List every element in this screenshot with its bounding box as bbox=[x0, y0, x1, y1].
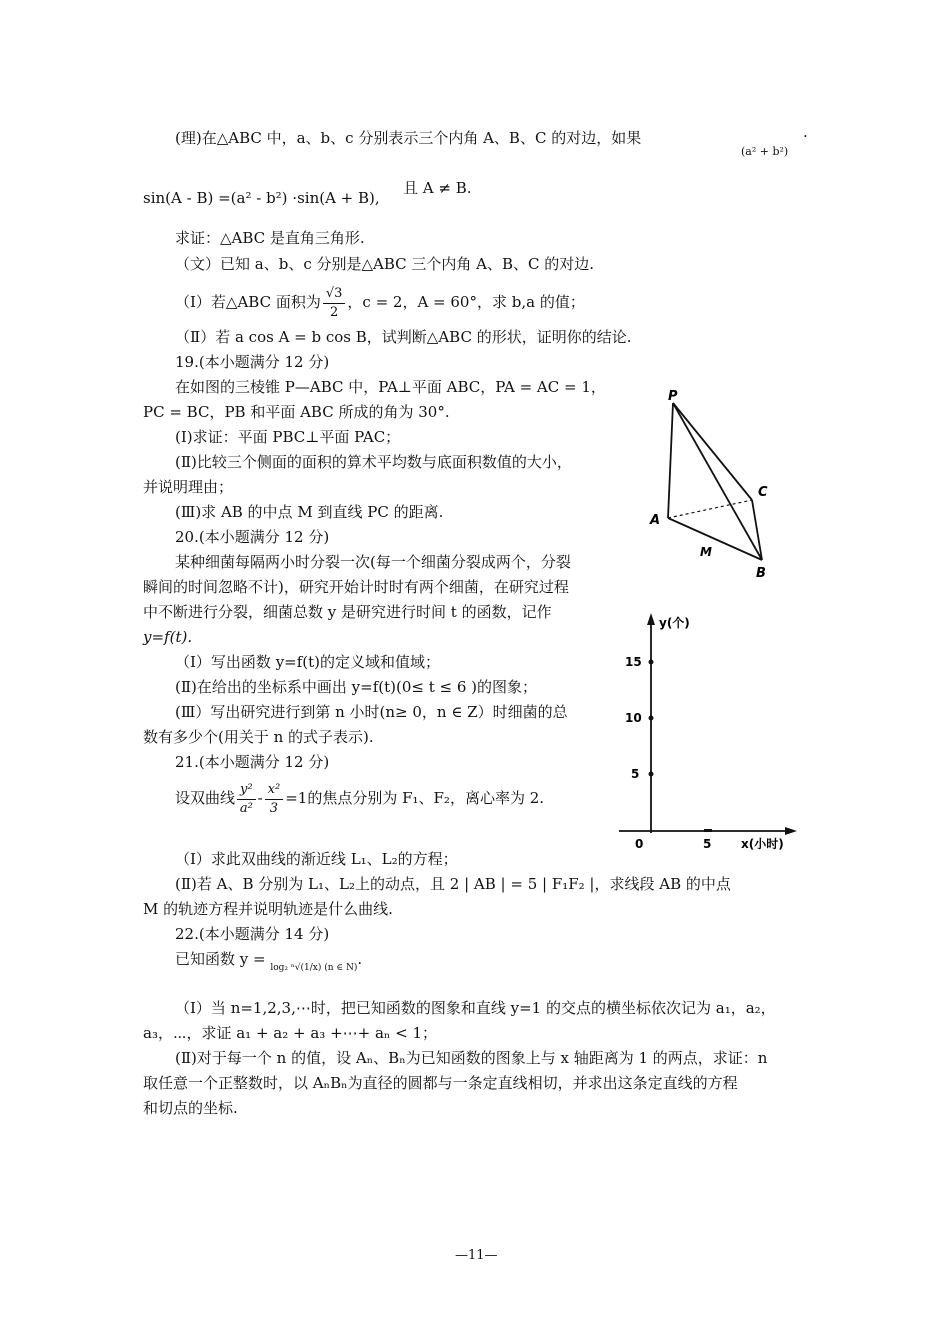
edge-ac-hidden bbox=[668, 500, 752, 518]
label-b: B bbox=[756, 566, 766, 581]
q20-text4: y=f(t). bbox=[143, 628, 193, 646]
q22-part2c: 和切点的坐标. bbox=[143, 1099, 238, 1117]
q18-li-prove: 求证：△ABC 是直角三角形. bbox=[175, 229, 365, 247]
q19-text1: 在如图的三棱锥 P—ABC 中，PA⊥平面 ABC，PA = AC = 1， bbox=[175, 378, 606, 396]
q20-part1: （Ⅰ）写出函数 y=f(t)的定义域和值域； bbox=[175, 653, 441, 671]
q22-function-line: 已知函数 y = $_{log_2 ^n√(1/x) (n \in N)}$. bbox=[175, 950, 363, 973]
x-axis-label: x(小时) bbox=[741, 837, 784, 851]
q21-frac1-den: a² bbox=[239, 800, 253, 816]
label-a: A bbox=[650, 513, 661, 528]
y-tick-10 bbox=[649, 716, 654, 721]
y-tick-label-15: 15 bbox=[625, 655, 642, 669]
q21-minus: - bbox=[257, 789, 263, 807]
q19-text2: PC = BC，PB 和平面 ABC 所成的角为 30°. bbox=[143, 403, 450, 421]
q22-func: log₂ ⁿ√(1/x) (n ∈ N) bbox=[270, 963, 358, 973]
q21-frac2 bbox=[265, 781, 284, 818]
y-tick-label-5: 5 bbox=[631, 767, 640, 781]
q18-li-frac-denominator: (a² + b²) bbox=[741, 145, 789, 158]
q20-part3b: 数有多少个(用关于 n 的式子表示). bbox=[143, 728, 374, 746]
q21-equation-line bbox=[175, 776, 544, 820]
q22-part1b: a₃，⋯，求证 a₁ + a₂ + a₃ +⋯+ aₙ < 1； bbox=[143, 1024, 438, 1042]
q21-part2b: M 的轨迹方程并说明轨迹是什么曲线. bbox=[143, 900, 393, 918]
page-number: —11— bbox=[455, 1248, 498, 1263]
y-tick-15 bbox=[649, 660, 654, 665]
q22-part2b: 取任意一个正整数时，以 AₙBₙ为直径的圆都与一条定直线相切，并求出这条定直线的方程 bbox=[143, 1074, 738, 1092]
q20-part3a: (Ⅲ）写出研究进行到第 n 小时(n≥ 0，n ∈ Z）时细菌的总 bbox=[175, 703, 568, 721]
y-tick-label-10: 10 bbox=[625, 711, 642, 725]
q20-part2: (Ⅱ)在给出的坐标系中画出 y=f(t)(0≤ t ≤ 6 )的图象； bbox=[175, 678, 538, 696]
q18-li-line1: (理)在△ABC 中，a、b、c 分别表示三个内角 A、B、C 的对边，如果 bbox=[175, 129, 642, 147]
x-tick-5 bbox=[704, 829, 712, 832]
y-axis-arrow bbox=[647, 613, 655, 625]
q22-pre: 已知函数 y = bbox=[175, 950, 266, 968]
q20-text2: 瞬间的时间忽略不计)，研究开始计时时有两个细菌，在研究过程 bbox=[143, 578, 569, 596]
q21-pre: 设双曲线 bbox=[175, 789, 236, 807]
q19-header: 19.(本小题满分 12 分) bbox=[175, 353, 330, 371]
q18-wen-intro: （文）已知 a、b、c 分别是△ABC 三个内角 A、B、C 的对边. bbox=[175, 255, 595, 273]
q18-wen-part1-pre: （Ⅰ）若△ABC 面积为 bbox=[175, 293, 321, 311]
q18-frac-dot: · bbox=[803, 127, 808, 145]
edge-pa bbox=[668, 403, 673, 518]
x-tick-label-0: 0 bbox=[635, 837, 644, 851]
q18-wen-part1 bbox=[175, 280, 585, 324]
q21-post: 的焦点分别为 F₁、F₂，离心率为 2. bbox=[307, 789, 545, 807]
q19-part3: (Ⅲ)求 AB 的中点 M 到直线 PC 的距离. bbox=[175, 503, 444, 521]
label-m: M bbox=[700, 545, 712, 559]
q18-frac-denominator: 2 bbox=[329, 304, 339, 320]
q21-part2a: (Ⅱ)若 A、B 分别为 L₁、L₂上的动点，且 2 | AB | = 5 | F₁F₂ |，求线段 AB 的中点 bbox=[175, 875, 731, 893]
q21-frac2-num: x² bbox=[265, 781, 284, 800]
q20-text3: 中不断进行分裂，细菌总数 y 是研究进行时间 t 的函数，记作 bbox=[143, 603, 552, 621]
q18-wen-part1-fraction bbox=[323, 285, 346, 322]
q21-header: 21.(本小题满分 12 分) bbox=[175, 753, 330, 771]
edge-pc bbox=[673, 403, 752, 500]
y-axis-label: y(个) bbox=[659, 616, 690, 630]
q18-li-formula: sin(A - B) =(a² - b²) ·sin(A + B), bbox=[143, 189, 380, 207]
edge-pb bbox=[673, 403, 762, 560]
q21-frac2-den: 3 bbox=[269, 800, 279, 816]
q21-frac1 bbox=[237, 781, 256, 818]
q21-part1: （Ⅰ）求此双曲线的渐近线 L₁、L₂的方程； bbox=[175, 850, 458, 868]
coordinate-figure bbox=[605, 605, 805, 855]
q19-part2a: (Ⅱ)比较三个侧面的面积的算术平均数与底面积数值的大小， bbox=[175, 453, 572, 471]
q18-frac-numerator: √3 bbox=[323, 285, 346, 304]
q19-part1: (Ⅰ)求证：平面 PBC⊥平面 PAC； bbox=[175, 428, 401, 446]
q21-eq: =1 bbox=[285, 789, 308, 807]
edge-ab bbox=[668, 518, 762, 560]
q18-li-condition: 且 A ≠ B. bbox=[403, 179, 472, 197]
q19-part2b: 并说明理由； bbox=[143, 478, 234, 496]
x-axis-arrow bbox=[785, 827, 797, 835]
y-tick-5 bbox=[649, 772, 654, 777]
q20-text1: 某种细菌每隔两小时分裂一次(每一个细菌分裂成两个，分裂 bbox=[175, 553, 571, 571]
q18-wen-part2: （Ⅱ）若 a cos A = b cos B，试判断△ABC 的形状，证明你的结论. bbox=[175, 328, 632, 346]
q22-part2a: (Ⅱ)对于每一个 n 的值，设 Aₙ、Bₙ为已知函数的图象上与 x 轴距离为 1 的两点，求证：n bbox=[175, 1049, 768, 1067]
q20-header: 20.(本小题满分 12 分) bbox=[175, 528, 330, 546]
q18-wen-part1-post: ，c = 2，A = 60°，求 b,a 的值； bbox=[347, 293, 585, 311]
label-c: C bbox=[758, 485, 768, 500]
q22-header: 22.(本小题满分 14 分) bbox=[175, 925, 330, 943]
q21-frac1-num: y² bbox=[237, 781, 256, 800]
pyramid-figure bbox=[640, 378, 790, 583]
q22-part1a: （Ⅰ）当 n=1,2,3,⋯时，把已知函数的图象和直线 y=1 的交点的横坐标依次记为 a₁，a₂， bbox=[175, 999, 776, 1017]
x-tick-label-5: 5 bbox=[703, 837, 712, 851]
label-p: P bbox=[668, 389, 678, 404]
